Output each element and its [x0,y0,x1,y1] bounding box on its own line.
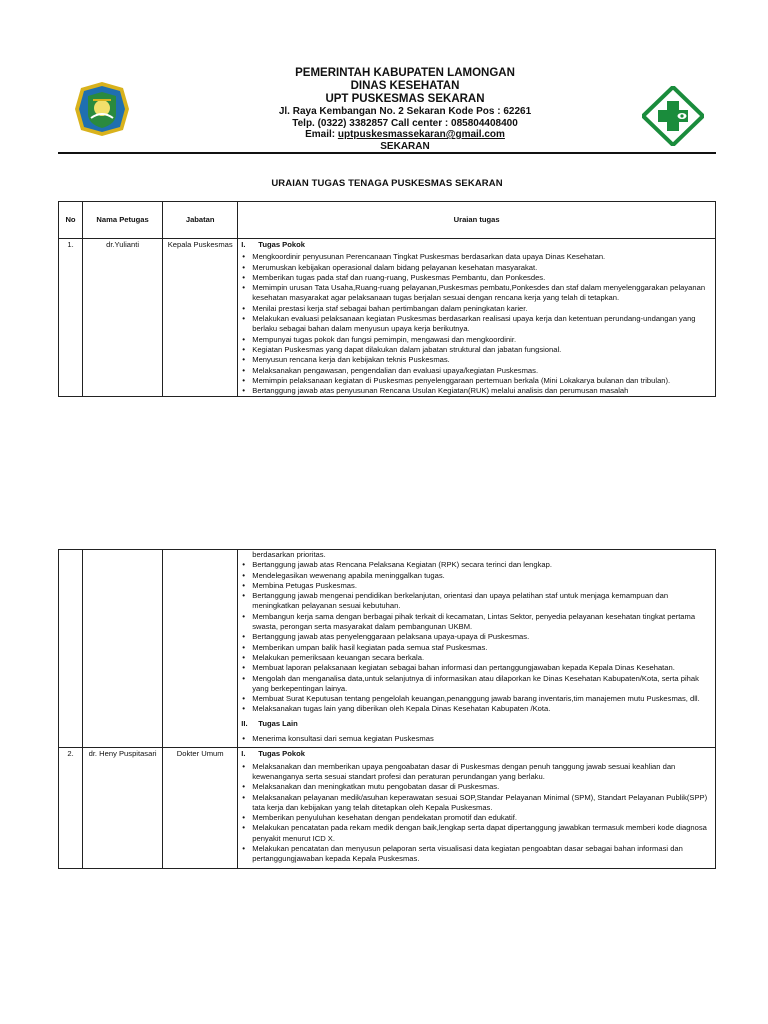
section-title: Tugas Pokok [258,749,305,759]
list-item: • Melaksanakan dan memberikan upaya pengoabatan dasar di Puskesmas dengan penuh tanggung jawab sesuai keahlian dan kewenanganya serta sesuai standart profesi dan peraturan perundangan yang berlaku. [238,762,713,783]
list-item: • Memberikan umpan balik hasil kegiatan pada semua staf Puskesmas. [238,643,713,653]
list-item: • Memimpin pelaksanaan kegiatan di Puskesmas penyelenggaraan pertemuan berkala (Mini Lokakarya bulanan dan tribulan). [238,376,713,386]
list-item: • Melakukan pemeriksaan keuangan secara berkala. [238,653,713,663]
task-table-part-2 [58,549,716,869]
list-item: • Memberikan penyuluhan kesehatan dengan pendekatan promotif dan edukatif. [238,813,713,823]
list-item: • Bertanggung jawab atas penyusunan Rencana Usulan Kegiatan(RUK) melalui analisis dan perumusan masalah [238,386,713,396]
table-row [59,748,716,868]
email-link[interactable]: uptpuskesmassekaran@gmail.com [337,129,505,140]
task-table-part-1 [58,201,716,397]
row-nama: dr. Heny Puspitasari [83,748,163,868]
list-item: • Membangun kerja sama dengan berbagai pihak terkait di kecamatan, Lintas Sektor, penyedia pelayanan kesehatan tingkat pertama swasta, perongan serta masyarakat dalam pembangunan UKBM. [238,612,713,633]
list-item: • Bertanggung jawab mengenai pendidikan berkelanjutan, orientasi dan upaya pelatihan staf untuk menjaga kemampuan dan meningkatkan pelayanan sesuai kebutuhan. [238,591,713,612]
row-jabatan: Kepala Puskesmas [163,239,238,397]
list-item: • Memimpin urusan Tata Usaha,Ruang-ruang pelayanan,Puskesmas pembatu,Ponkesdes dan staf dalam menyelenggarakan pelayanan kesehatan masyarakat agar pelaksanaan tugas berjalan sesuai dengan rencana kerja yang telah di tetapkan. [238,283,713,304]
row-nama-continued [83,550,163,748]
header-no: No [59,202,83,239]
row-nama: dr.Yulianti [83,239,163,397]
row-no: 2. [59,748,83,868]
row-uraian-continued [238,550,716,748]
list-item: • Mendelegasikan wewenang apabila meninggalkan tugas. [238,571,713,581]
list-item: • Merumuskan kebijakan operasional dalam bidang pelayanan kesehatan masyarakat. [238,263,713,273]
row-uraian [238,239,716,397]
list-item: • Membuat laporan pelaksanaan kegiatan sebagai bahan informasi dan pertanggungjawaban kepada Kepala Dinas Kesehatan. [238,663,713,673]
list-item: • Bertanggung jawab atas penyelenggaraan pelaksana upaya-upaya di Puskesmas. [238,632,713,642]
list-item: • Menilai prestasi kerja staf sebagai bahan pertimbangan dalam peningkatan karier. [238,304,713,314]
table-header-row [59,202,716,239]
continued-text: berdasarkan prioritas. [252,550,326,559]
email-label: Email: [305,129,338,140]
section-number: I. [241,749,246,759]
section-heading [238,239,715,252]
task-list [238,560,715,714]
list-item: • Bertanggung jawab atas Rencana Pelaksana Kegiatan (RPK) secara terinci dan lengkap. [238,560,713,570]
header-jabatan: Jabatan [163,202,238,239]
list-item: • Membina Petugas Puskesmas. [238,581,713,591]
government-name: PEMERINTAH KABUPATEN LAMONGAN [295,67,515,79]
section-title: Tugas Pokok [258,240,305,249]
list-item: • Membuat Surat Keputusan tentang pengelolah keuangan,penanggung jawab barang inventaris,tim manajemen mutu Puskesmas, dll. [238,694,713,704]
unit-name: UPT PUSKESMAS SEKARAN [325,93,485,105]
list-item: • Menerima konsultasi dari semua kegiatan Puskesmas [238,734,713,744]
kabupaten-lamongan-emblem-icon [73,80,131,138]
section-heading [238,718,715,731]
task-list [238,734,715,744]
letterhead [160,67,650,152]
list-item: • Mengkoordinir penyusunan Perencanaan Tingkat Puskesmas berdasarkan data upaya Dinas Kesehatan. [238,252,713,262]
email-line [160,129,650,141]
row-no-continued [59,550,83,748]
row-jabatan-continued [163,550,238,748]
list-item: • Melaksanakan tugas lain yang diberikan oleh Kepala Dinas Kesehatan Kabupaten /Kota. [238,704,713,714]
list-item: • Menyusun rencana kerja dan kebijakan teknis Puskesmas. [238,355,713,365]
row-no: 1. [59,239,83,397]
list-item: • Mempunyai tugas pokok dan fungsi pemimpin, mengawasi dan mengkoordinir. [238,335,713,345]
list-item: • Melakukan pencatatan pada rekam medik dengan baik,lengkap serta dapat dipertanggung jawabkan termasuk memberi kode diagnosa penyakit menurut ICD X. [238,823,713,844]
list-item: • Mengolah dan menganalisa data,untuk selanjutnya di informasikan atau dilaporkan ke Dinas Kesehatan Kabupaten/Kota, serta pihak yang berkepentingan lainya. [238,674,713,695]
list-item: • Melaksanakan dan meningkatkan mutu pengobatan dasar di Puskesmas. [238,782,713,792]
list-item: • Melakukan pencatatan dan menyusun pelaporan serta visualisasi data kegiatan pengoabtan dasar sebagai bahan informasi dan pertanggungjawaban kepada Kepala Puskesmas. [238,844,713,865]
phone: Telp. (0322) 3382857 Call center : 085804408400 [292,117,518,129]
task-list [238,252,715,396]
task-list [238,762,715,865]
list-item: • Kegiatan Puskesmas yang dapat dilakukan dalam jabatan struktural dan jabatan fungsional. [238,345,713,355]
section-number: II. [241,718,248,728]
department-name: DINAS KESEHATAN [350,80,460,92]
section-title: Tugas Lain [258,718,298,728]
table-row [59,239,716,397]
row-uraian [238,748,716,868]
list-item: • Memberikan tugas pada staf dan ruang-ruang, Puskesmas Pembantu, dan Ponkesdes. [238,273,713,283]
header-divider [58,152,716,154]
city: SEKARAN [380,140,430,152]
section-heading [238,748,715,761]
document-title: URAIAN TUGAS TENAGA PUSKESMAS SEKARAN [271,178,503,189]
list-item: • Melakukan evaluasi pelaksanaan kegiatan Puskesmas berdasarkan realisasi upaya kerja dan ketentuan perundang-undangan yang berlaku sebagai bahan dalam menyusun upaya kerja berikutnya. [238,314,713,335]
header-uraian-tugas: Uraian tugas [238,202,716,239]
header-nama-petugas: Nama Petugas [83,202,163,239]
address: Jl. Raya Kembangan No. 2 Sekaran Kode Pos : 62261 [278,106,532,117]
table-row [59,550,716,748]
section-number: I. [241,240,246,249]
puskesmas-cross-emblem-icon [642,86,704,146]
list-item: • Melaksanakan pelayanan medik/asuhan keperawatan sesuai SOP,Standar Pelayanan Minimal (SPM), Standart Pelayanan Publik(SPP) tata kerja dan kebijakan yang telah ditetapkan oleh Kepala Puskesmas. [238,793,713,814]
list-item: • Melaksanakan pengawasan, pengendalian dan evaluasi upaya/kegiatan Puskesmas. [238,366,713,376]
row-jabatan: Dokter Umum [163,748,238,868]
